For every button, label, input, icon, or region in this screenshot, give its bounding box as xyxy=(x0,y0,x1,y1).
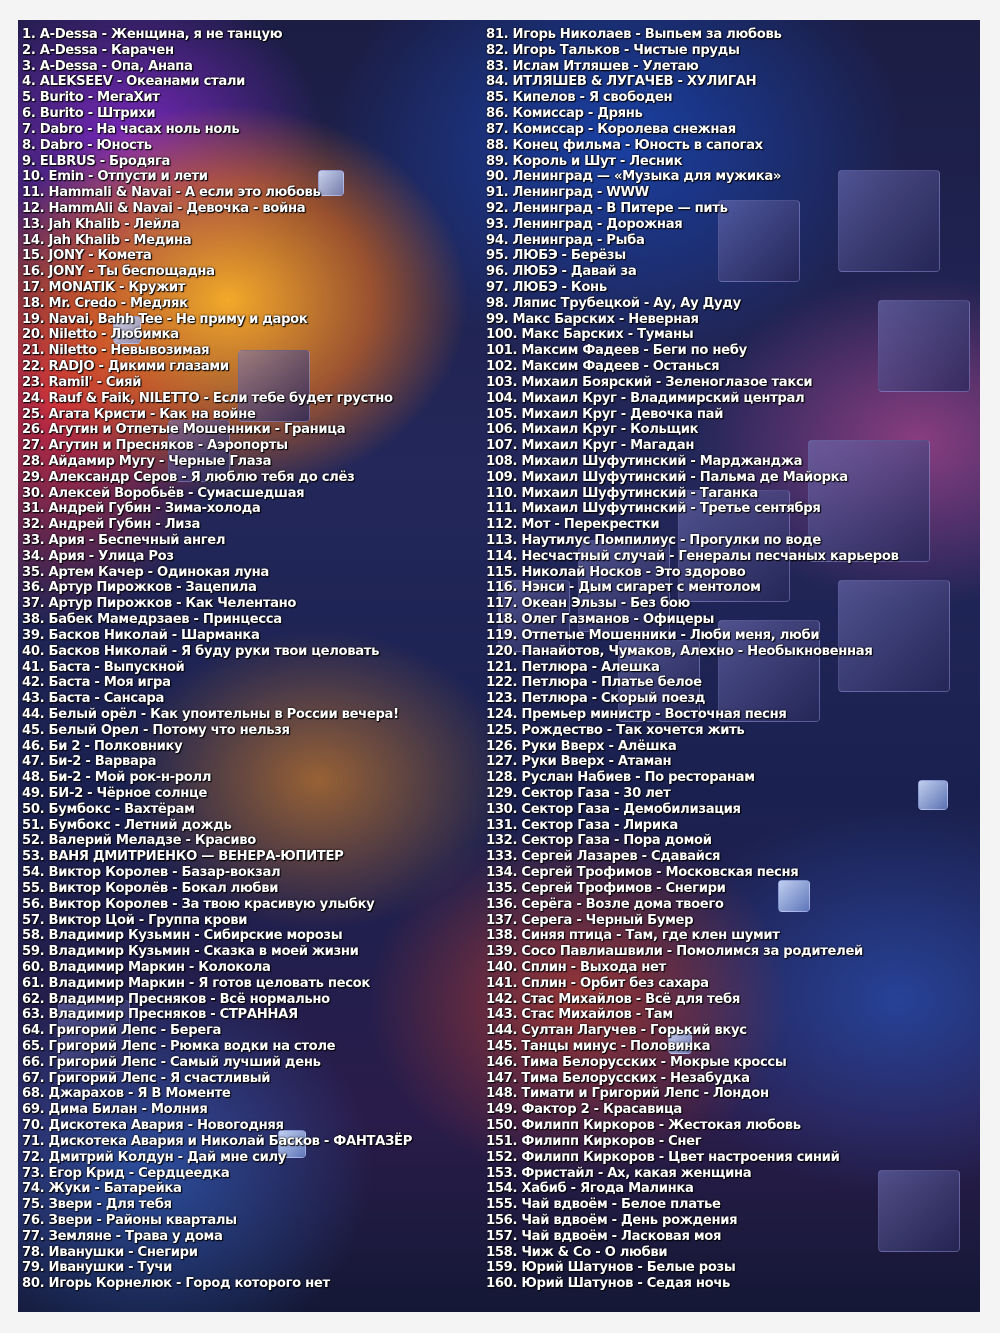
track-item: 79. Иванушки - Тучи xyxy=(22,1260,173,1276)
track-item: 46. Би 2 - Полковнику xyxy=(22,738,183,754)
track-item: 136. Серёга - Возле дома твоего xyxy=(486,896,724,912)
track-item: 38. Бабек Мамедрзаев - Принцесса xyxy=(22,612,282,628)
track-item: 49. БИ-2 - Чёрное солнце xyxy=(22,786,208,801)
track-item: 99. Макс Барских - Неверная xyxy=(486,311,699,327)
track-item: 130. Сектор Газа - Демобилизация xyxy=(486,801,741,817)
cover-background xyxy=(18,20,980,1312)
track-item: 64. Григорий Лепс - Берега xyxy=(22,1023,222,1039)
track-item: 128. Руслан Набиев - По ресторанам xyxy=(486,770,755,786)
track-item: 51. Бумбокс - Летний дождь xyxy=(22,817,232,833)
track-item: 59. Владимир Кузьмин - Сказка в моей жизни xyxy=(22,944,359,960)
track-item: 134. Сергей Трофимов - Московская песня xyxy=(486,865,799,881)
track-item: 129. Сектор Газа - 30 лет xyxy=(486,786,671,801)
track-item: 101. Максим Фадеев - Беги по небу xyxy=(486,343,747,359)
track-item: 21. Niletto - Невывозимая xyxy=(22,343,210,359)
track-item: 95. ЛЮБЭ - Берёзы xyxy=(486,248,626,264)
track-item: 11. Hammali & Navai - А если это любовь xyxy=(22,185,321,201)
track-item: 159. Юрий Шатунов - Белые розы xyxy=(486,1260,736,1276)
track-item: 102. Максим Фадеев - Останься xyxy=(486,359,720,375)
track-item: 123. Петлюра - Скорый поезд xyxy=(486,691,706,707)
track-item: 22. RADJO - Дикими глазами xyxy=(22,359,229,375)
track-item: 127. Руки Вверх - Атаман xyxy=(486,754,672,770)
track-item: 90. Ленинград — «Музыка для мужика» xyxy=(486,169,782,185)
track-item: 154. Хабиб - Ягода Малинка xyxy=(486,1181,694,1197)
track-item: 107. Михаил Круг - Магадан xyxy=(486,438,695,454)
track-item: 117. Океан Эльзы - Без бою xyxy=(486,596,690,612)
track-item: 145. Танцы минус - Половинка xyxy=(486,1039,711,1054)
track-item: 148. Тимати и Григорий Лепс - Лондон xyxy=(486,1086,769,1102)
track-item: 76. Звери - Районы кварталы xyxy=(22,1212,237,1228)
track-item: 70. Дискотека Авария - Новогодняя xyxy=(22,1118,284,1134)
track-item: 135. Сергей Трофимов - Снегири xyxy=(486,880,726,896)
track-item: 75. Звери - Для тебя xyxy=(22,1197,172,1213)
track-item: 78. Иванушки - Снегири xyxy=(22,1244,198,1260)
track-item: 25. Агата Кристи - Как на войне xyxy=(22,406,256,422)
track-item: 125. Рождество - Так хочется жить xyxy=(486,722,745,738)
track-item: 121. Петлюра - Алешка xyxy=(486,659,660,675)
track-item: 23. Ramil' - Сияй xyxy=(22,374,142,390)
track-item: 105. Михаил Круг - Девочка пай xyxy=(486,406,724,422)
track-item: 36. Артур Пирожков - Зацепила xyxy=(22,580,257,596)
track-item: 97. ЛЮБЭ - Конь xyxy=(486,280,607,295)
track-item: 48. Би-2 - Мой рок-н-ролл xyxy=(22,770,212,786)
track-item: 13. Jah Khalib - Лейла xyxy=(22,216,180,232)
track-item: 89. Король и Шут - Лесник xyxy=(486,153,683,169)
track-item: 111. Михаил Шуфутинский - Третье сентября xyxy=(486,501,821,517)
track-item: 29. Александр Серов - Я люблю тебя до слёз xyxy=(22,469,355,485)
track-item: 155. Чай вдвоём - Белое платье xyxy=(486,1197,721,1213)
track-item: 138. Синяя птица - Там, где клен шумит xyxy=(486,928,780,944)
track-item: 113. Наутилус Помпилиус - Прогулки по воде xyxy=(486,533,821,548)
track-item: 140. Сплин - Выхода нет xyxy=(486,959,666,975)
track-item: 5. Burito - МегаХит xyxy=(22,90,160,106)
track-item: 63. Владимир Пресняков - СТРАННАЯ xyxy=(22,1007,298,1023)
track-item: 143. Стас Михайлов - Там xyxy=(486,1007,673,1023)
track-item: 118. Олег Газманов - Офицеры xyxy=(486,612,715,628)
track-item: 58. Владимир Кузьмин - Сибирские морозы xyxy=(22,928,343,944)
track-item: 71. Дискотека Авария и Николай Басков - ФАНТАЗЁР xyxy=(22,1133,413,1149)
track-item: 124. Премьер министр - Восточная песня xyxy=(486,706,787,722)
track-item: 53. ВАНЯ ДМИТРИЕНКО — ВЕНЕРА-ЮПИТЕР xyxy=(22,849,344,865)
track-item: 2. A-Dessa - Карачен xyxy=(22,42,174,58)
track-item: 156. Чай вдвоём - День рождения xyxy=(486,1212,738,1228)
track-item: 119. Отпетые Мошенники - Люби меня, люби xyxy=(486,627,820,643)
track-item: 68. Джарахов - Я В Моменте xyxy=(22,1086,231,1102)
track-item: 24. Rauf & Faik, NILETTO - Если тебе будет грустно xyxy=(22,390,393,406)
track-item: 77. Земляне - Трава у дома xyxy=(22,1228,223,1244)
track-item: 31. Андрей Губин - Зима-холода xyxy=(22,501,261,517)
track-item: 17. MONATIK - Кружит xyxy=(22,280,186,295)
track-item: 104. Михаил Круг - Владимирский централ xyxy=(486,390,805,406)
track-item: 83. Ислам Итляшев - Улетаю xyxy=(486,58,699,74)
track-item: 73. Егор Крид - Сердцеедка xyxy=(22,1165,230,1181)
track-item: 91. Ленинград - WWW xyxy=(486,185,649,201)
track-item: 7. Dabro - На часах ноль ноль xyxy=(22,121,240,137)
track-item: 152. Филипп Киркоров - Цвет настроения синий xyxy=(486,1149,840,1165)
track-item: 60. Владимир Маркин - Колокола xyxy=(22,959,271,975)
track-item: 131. Сектор Газа - Лирика xyxy=(486,817,678,833)
track-item: 106. Михаил Круг - Кольщик xyxy=(486,422,699,438)
track-item: 151. Филипп Киркоров - Снег xyxy=(486,1133,702,1149)
track-item: 112. Мот - Перекрестки xyxy=(486,517,660,533)
track-item: 67. Григорий Лепс - Я счастливый xyxy=(22,1070,271,1086)
decorative-cube xyxy=(918,780,948,810)
track-item: 4. ALEKSEEV - Океанами стали xyxy=(22,74,246,90)
track-item: 147. Тима Белорусских - Незабудка xyxy=(486,1070,750,1086)
track-item: 96. ЛЮБЭ - Давай за xyxy=(486,264,637,280)
track-item: 84. ИТЛЯШЕВ & ЛУГАЧЕВ - ХУЛИГАН xyxy=(486,74,757,90)
track-item: 81. Игорь Николаев - Выпьем за любовь xyxy=(486,27,782,42)
track-item: 57. Виктор Цой - Группа крови xyxy=(22,912,248,928)
track-item: 80. Игорь Корнелюк - Город которого нет xyxy=(22,1276,330,1292)
track-item: 114. Несчастный случай - Генералы песчаных карьеров xyxy=(486,548,899,564)
track-item: 100. Макс Барских - Туманы xyxy=(486,327,694,343)
track-item: 34. Ария - Улица Роз xyxy=(22,548,174,564)
track-item: 149. Фактор 2 - Красавица xyxy=(486,1102,682,1118)
track-item: 43. Баста - Сансара xyxy=(22,691,165,707)
track-item: 93. Ленинград - Дорожная xyxy=(486,216,683,232)
track-item: 115. Николай Носков - Это здорово xyxy=(486,564,746,580)
track-item: 133. Сергей Лазарев - Сдавайся xyxy=(486,849,721,865)
track-item: 88. Конец фильма - Юность в сапогах xyxy=(486,137,763,153)
track-item: 66. Григорий Лепс - Самый лучший день xyxy=(22,1054,321,1070)
track-item: 109. Михаил Шуфутинский - Пальма де Майорка xyxy=(486,469,848,485)
track-item: 141. Сплин - Орбит без сахара xyxy=(486,975,709,991)
track-item: 3. A-Dessa - Опа, Анапа xyxy=(22,58,193,74)
track-item: 56. Виктор Королев - За твою красивую улыбку xyxy=(22,896,375,912)
track-item: 35. Артем Качер - Одинокая луна xyxy=(22,564,269,580)
track-item: 98. Ляпис Трубецкой - Ау, Ау Дуду xyxy=(486,295,741,311)
track-item: 9. ELBRUS - Бродяга xyxy=(22,153,171,169)
track-item: 28. Айдамир Мугу - Черные Глаза xyxy=(22,453,272,469)
track-item: 132. Сектор Газа - Пора домой xyxy=(486,833,712,849)
track-item: 45. Белый Орел - Потому что нельзя xyxy=(22,722,290,738)
track-item: 14. Jah Khalib - Медина xyxy=(22,232,192,248)
track-item: 157. Чай вдвоём - Ласковая моя xyxy=(486,1228,722,1244)
track-item: 158. Чиж & Co - О любви xyxy=(486,1244,668,1260)
track-item: 116. Нэнси - Дым сигарет с ментолом xyxy=(486,580,761,596)
track-item: 72. Дмитрий Колдун - Дай мне силу xyxy=(22,1149,287,1165)
track-item: 50. Бумбокс - Вахтёрам xyxy=(22,801,195,817)
track-item: 144. Султан Лагучев - Горький вкус xyxy=(486,1023,747,1039)
track-item: 55. Виктор Королёв - Бокал любви xyxy=(22,880,279,896)
track-item: 137. Серега - Черный Бумер xyxy=(486,912,694,928)
track-list-left xyxy=(22,27,412,1292)
track-item: 61. Владимир Маркин - Я готов целовать песок xyxy=(22,975,370,991)
track-item: 37. Артур Пирожков - Как Челентано xyxy=(22,596,297,612)
track-item: 32. Андрей Губин - Лиза xyxy=(22,517,201,533)
track-item: 108. Михаил Шуфутинский - Марджанджа xyxy=(486,453,803,469)
track-item: 85. Кипелов - Я свободен xyxy=(486,90,673,106)
track-item: 20. Niletto - Любимка xyxy=(22,327,179,343)
track-item: 87. Комиссар - Королева снежная xyxy=(486,121,736,137)
track-item: 15. JONY - Комета xyxy=(22,248,152,264)
track-item: 54. Виктор Королев - Базар-вокзал xyxy=(22,865,281,881)
track-item: 10. Emin - Отпусти и лети xyxy=(22,169,208,185)
track-item: 6. Burito - Штрихи xyxy=(22,106,156,122)
track-item: 30. Алексей Воробьёв - Сумасшедшая xyxy=(22,485,305,501)
track-item: 69. Дима Билан - Молния xyxy=(22,1102,208,1118)
track-item: 92. Ленинград - В Питере — пить xyxy=(486,200,728,216)
track-item: 8. Dabro - Юность xyxy=(22,137,152,153)
track-item: 120. Панайотов, Чумаков, Алехно - Необыкновенная xyxy=(486,643,873,659)
track-item: 52. Валерий Меладзе - Красиво xyxy=(22,833,256,849)
track-item: 12. HammAli & Navai - Девочка - война xyxy=(22,200,306,216)
track-item: 139. Сосо Павлиашвили - Помолимся за родителей xyxy=(486,944,863,960)
track-item: 65. Григорий Лепс - Рюмка водки на столе xyxy=(22,1039,336,1054)
track-item: 86. Комиссар - Дрянь xyxy=(486,106,643,122)
track-item: 122. Петлюра - Платье белое xyxy=(486,675,702,691)
track-item: 33. Ария - Беспечный ангел xyxy=(22,533,226,548)
track-item: 82. Игорь Тальков - Чистые пруды xyxy=(486,42,740,58)
track-item: 150. Филипп Киркоров - Жестокая любовь xyxy=(486,1118,801,1134)
track-item: 103. Михаил Боярский - Зеленоглазое такси xyxy=(486,374,813,390)
track-item: 18. Mr. Credo - Медляк xyxy=(22,295,188,311)
track-item: 44. Белый орёл - Как упоительны в России вечера! xyxy=(22,706,399,722)
track-item: 47. Би-2 - Варвара xyxy=(22,754,157,770)
track-item: 74. Жуки - Батарейка xyxy=(22,1181,182,1197)
track-item: 94. Ленинград - Рыба xyxy=(486,232,645,248)
track-item: 41. Баста - Выпускной xyxy=(22,659,185,675)
track-item: 126. Руки Вверх - Алёшка xyxy=(486,738,677,754)
track-item: 27. Агутин и Пресняков - Аэропорты xyxy=(22,438,288,454)
track-item: 39. Басков Николай - Шарманка xyxy=(22,627,260,643)
track-item: 146. Тима Белорусских - Мокрые кроссы xyxy=(486,1054,787,1070)
track-item: 110. Михаил Шуфутинский - Таганка xyxy=(486,485,758,501)
track-item: 26. Агутин и Отпетые Мошенники - Граница xyxy=(22,422,346,438)
track-item: 16. JONY - Ты беспощадна xyxy=(22,264,215,280)
track-item: 40. Басков Николай - Я буду руки твои целовать xyxy=(22,643,380,659)
track-item: 153. Фристайл - Ах, какая женщина xyxy=(486,1165,752,1181)
track-item: 19. Navai, Bahh Tee - Не приму и дарок xyxy=(22,311,308,327)
track-item: 62. Владимир Пресняков - Всё нормально xyxy=(22,991,330,1007)
track-item: 142. Стас Михайлов - Всё для тебя xyxy=(486,991,740,1007)
track-item: 1. A-Dessa - Женщина, я не танцую xyxy=(22,27,283,42)
track-list-right xyxy=(486,27,899,1292)
track-item: 160. Юрий Шатунов - Седая ночь xyxy=(486,1276,731,1292)
track-item: 42. Баста - Моя игра xyxy=(22,675,171,691)
